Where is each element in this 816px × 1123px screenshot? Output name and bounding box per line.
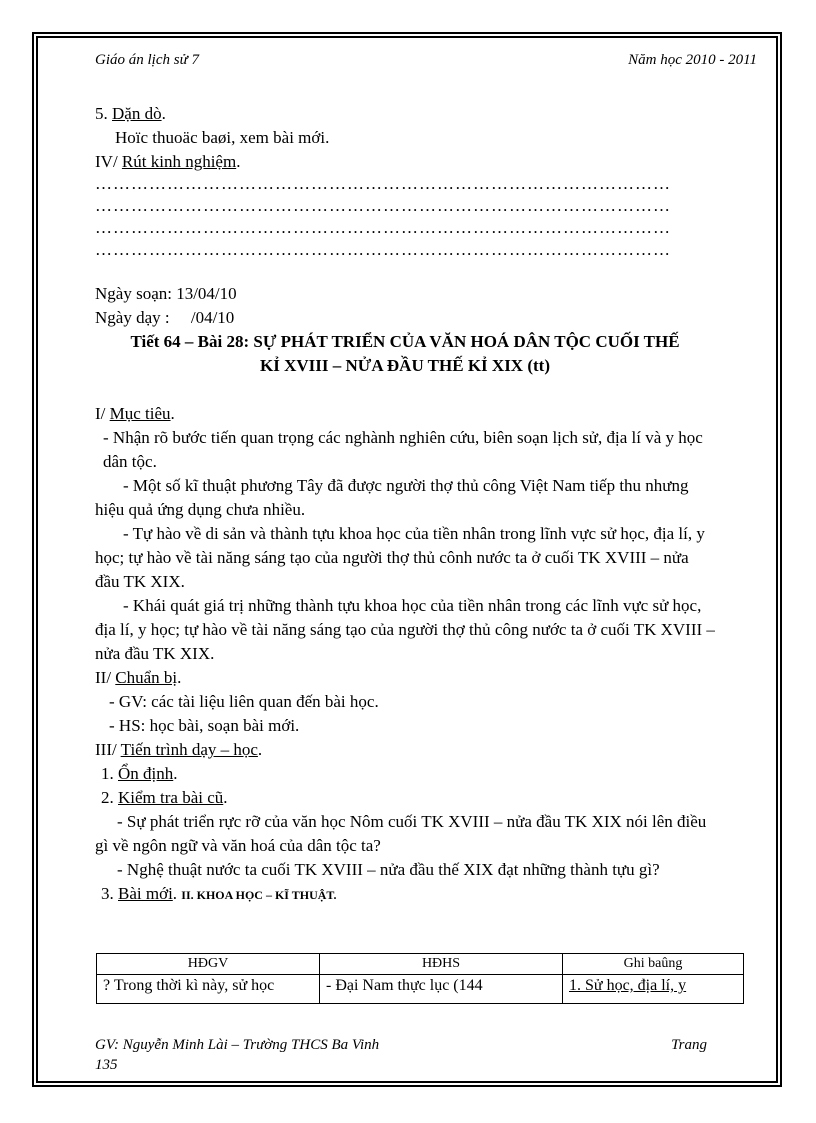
- review-question: - Sự phát triển rực rỡ của văn học Nôm cuối TK XVIII – nửa đầu TK XIX nói lên điều gì về ngôn ngữ và văn hoá của dân tộc ta?: [95, 812, 707, 855]
- section-number: IV/: [95, 152, 122, 171]
- punct: .: [173, 764, 178, 783]
- section-dan-do: [95, 102, 715, 126]
- section-tien-trinh: [95, 738, 715, 762]
- objective-item: - Tự hào về di sản và thành tựu khoa học của tiền nhân trong lĩnh vực sử học, địa lí, y học; tự hào về tài năng sáng tạo của người thợ thủ cônh nước ta ở cuối TK XVIII – nửa đầu TK XIX.: [95, 524, 705, 591]
- step-title: Kiểm tra bài cũ: [118, 788, 224, 807]
- objective-item: - Một số kĩ thuật phương Tây đã được người thợ thủ công Việt Nam tiếp thu nhưng hiệu quả ứng dụng chưa nhiều.: [95, 476, 689, 519]
- page-header: [95, 52, 757, 72]
- prep-teacher: - GV: các tài liệu liên quan đến bài học.: [109, 692, 379, 711]
- table-row: [97, 975, 744, 1004]
- objective-item: - Khái quát giá trị những thành tựu khoa học của tiền nhân trong các lĩnh vực sử học, địa lí, y học; tự hào về tài năng sáng tạo của người thợ thủ công nước ta ở cuối TK XVIII – nửa đầu TK XIX.: [95, 596, 715, 663]
- step-kiem-tra: [95, 786, 715, 810]
- section-number: II/: [95, 668, 116, 687]
- punct: .: [170, 404, 175, 423]
- section-number: III/: [95, 740, 121, 759]
- dotted-line: ……………………………………………………………………………………: [95, 240, 671, 259]
- section-chuan-bi: [95, 666, 715, 690]
- step-title: Ổn định: [118, 764, 174, 783]
- date-prepared: Ngày soạn: 13/04/10: [95, 284, 237, 303]
- section-number: I/: [95, 404, 110, 423]
- punct: .: [172, 884, 182, 903]
- step-title: Bài mới: [118, 884, 173, 903]
- dotted-line: ……………………………………………………………………………………: [95, 174, 671, 193]
- footer-page-number: 135: [95, 1057, 118, 1073]
- col-header-student: HĐHS: [320, 954, 563, 975]
- col-header-board: Ghi baûng: [563, 954, 744, 975]
- objective-item: - Nhận rõ bước tiến quan trọng các nghành nghiên cứu, biên soạn lịch sử, địa lí và y học dân tộc.: [103, 428, 703, 471]
- punct: .: [161, 104, 166, 123]
- lesson-table: [96, 953, 744, 1004]
- table-cell: - Đại Nam thực lục (144: [320, 975, 563, 1004]
- step-bai-moi: [95, 882, 715, 907]
- footer-page-label: Trang: [671, 1037, 707, 1053]
- section-title: Tiến trình dạy – học: [120, 740, 258, 759]
- section-title: Chuẩn bị: [115, 668, 178, 687]
- section-subtitle: II. KHOA HỌC – KĨ THUẬT.: [181, 888, 337, 902]
- section-title: Rút kinh nghiệm: [121, 152, 237, 171]
- table-cell: 1. Sử học, địa lí, y: [563, 975, 744, 1004]
- page-footer: [95, 1035, 707, 1075]
- dan-do-text: Hoïc thuoäc baøi, xem bài mới.: [115, 128, 330, 147]
- step-number: 3.: [101, 884, 118, 903]
- punct: .: [236, 152, 241, 171]
- punct: .: [257, 740, 263, 759]
- section-title: Dặn dò: [112, 104, 162, 123]
- footer-author: GV: Nguyễn Minh Lài – Trường THCS Ba Vinh: [95, 1037, 380, 1053]
- punct: .: [223, 788, 228, 807]
- review-question: - Nghệ thuật nước ta cuối TK XVIII – nửa đầu thế XIX đạt những thành tựu gì?: [117, 860, 660, 879]
- dotted-line: ……………………………………………………………………………………: [95, 218, 671, 237]
- header-subject: Giáo án lịch sử 7: [95, 52, 200, 68]
- step-number: 2.: [101, 788, 118, 807]
- lesson-title-line2: KỈ XVIII – NỬA ĐẦU THẾ KỈ XIX (tt): [260, 356, 550, 375]
- header-school-year: Năm học 2010 - 2011: [628, 52, 757, 68]
- section-rut-kinh-nghiem: [95, 150, 715, 174]
- dotted-line: ……………………………………………………………………………………: [95, 196, 671, 215]
- table-cell: ? Trong thời kì này, sử học: [97, 975, 320, 1004]
- section-title: Mục tiêu: [109, 404, 171, 423]
- step-number: 1.: [101, 764, 118, 783]
- lesson-title-line1: Tiết 64 – Bài 28: SỰ PHÁT TRIỂN CỦA VĂN HOÁ DÂN TỘC CUỐI THẾ: [130, 332, 680, 351]
- prep-student: - HS: học bài, soạn bài mới.: [109, 716, 300, 735]
- col-header-teacher: HĐGV: [97, 954, 320, 975]
- step-on-dinh: [95, 762, 715, 786]
- table-header-row: [97, 954, 744, 975]
- section-number: 5.: [95, 104, 112, 123]
- section-muc-tieu: [95, 402, 715, 426]
- punct: .: [177, 668, 182, 687]
- date-taught: Ngày dạy : /04/10: [95, 308, 235, 327]
- document-body: [95, 102, 715, 907]
